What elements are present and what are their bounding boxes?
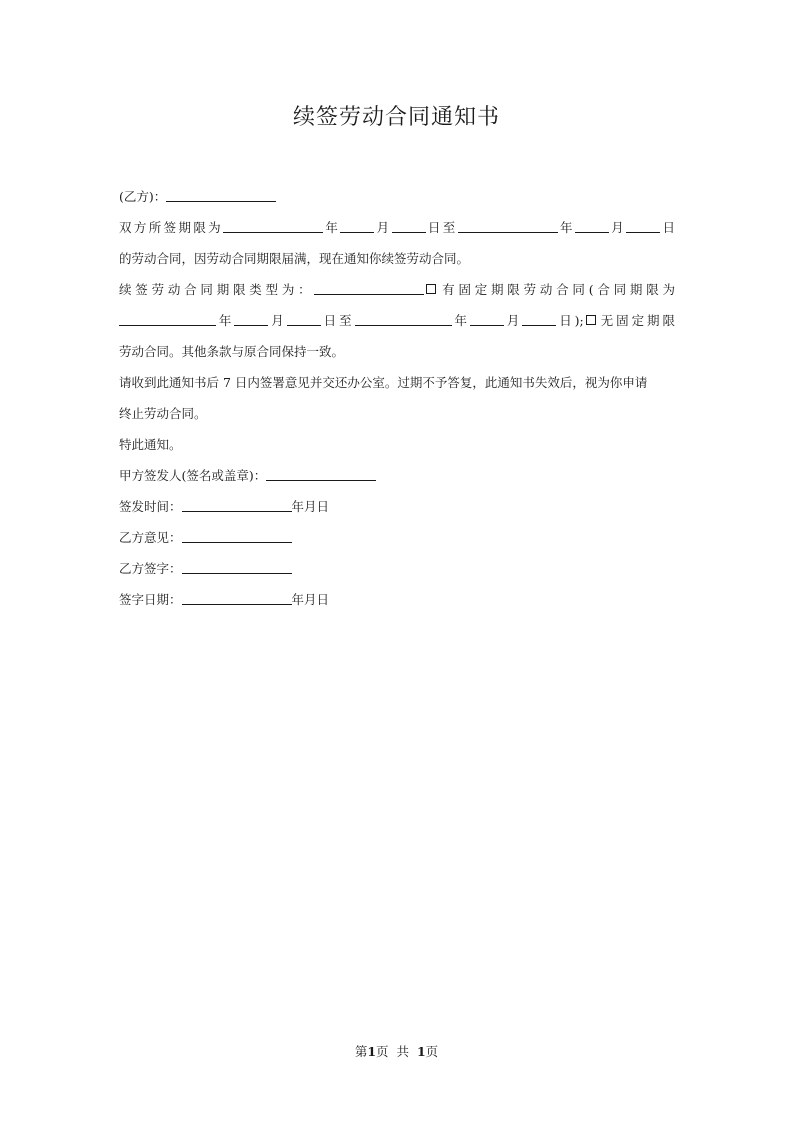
renew-year-label-2: 年: [451, 313, 470, 328]
party-b-blank: [166, 189, 276, 202]
renew-period-line: [119, 309, 675, 340]
renew-month-label: 月: [268, 313, 287, 328]
issue-time-line: [119, 495, 675, 526]
end-day-blank: [626, 220, 660, 233]
party-b-sign-blank: [182, 561, 292, 574]
renew-type-prefix: 续签劳动合同期限类型为：: [119, 282, 315, 297]
page-suffix: 页: [425, 1044, 439, 1059]
renew-type-blank: [314, 282, 424, 295]
signer-blank: [266, 468, 376, 481]
non-fixed-term-checkbox[interactable]: [586, 315, 596, 325]
party-b-sign-line: [119, 557, 675, 588]
renew-day-to-label: 日至: [320, 313, 355, 328]
party-b-line: [119, 185, 675, 216]
term-prefix: 双方所签期限为: [119, 220, 224, 235]
renew-type-line: [119, 278, 675, 309]
year-label: 年: [323, 220, 341, 235]
sign-date-label: 签字日期：: [119, 592, 182, 607]
renew-month-label-2: 月: [503, 313, 523, 328]
page-prefix: 第: [354, 1044, 368, 1059]
sign-date-suffix: 年月日: [291, 592, 330, 607]
renew-start-year-blank: [119, 313, 216, 326]
month-label: 月: [374, 220, 392, 235]
issue-time-blank: [182, 499, 292, 512]
end-month-blank: [575, 220, 609, 233]
signer-line: [119, 464, 675, 495]
fixed-term-checkbox[interactable]: [426, 284, 436, 294]
term-line: [119, 216, 675, 247]
start-day-blank: [392, 220, 426, 233]
renew-start-day-blank: [287, 313, 321, 326]
renew-start-month-blank: [234, 313, 268, 326]
notice-line: 特此通知。: [119, 437, 182, 452]
issue-time-suffix: 年月日: [291, 499, 330, 514]
start-year-blank: [223, 220, 323, 233]
day-to-label: 日至: [425, 220, 458, 235]
end-year-blank: [458, 220, 558, 233]
page-total: 1: [416, 1044, 426, 1059]
reply-line-2: 终止劳动合同。: [119, 406, 207, 421]
year-label-2: 年: [557, 220, 575, 235]
start-month-blank: [340, 220, 374, 233]
renew-end-day-blank: [522, 313, 556, 326]
party-b-opinion-label: 乙方意见：: [119, 530, 182, 545]
document-body: [119, 185, 675, 619]
document-title: 续签劳动合同通知书: [292, 105, 500, 130]
fixed-term-label: 有固定期限劳动合同(合同期限为: [438, 282, 675, 297]
sign-date-line: [119, 588, 675, 619]
page-mid: 页 共: [376, 1044, 417, 1059]
page-footer: [0, 1042, 793, 1060]
signer-label: 甲方签发人(签名或盖章)：: [119, 468, 267, 483]
sign-date-blank: [182, 592, 292, 605]
issue-time-label: 签发时间：: [119, 499, 182, 514]
renew-day-end-label: 日);: [556, 313, 584, 328]
party-b-label: (乙方)：: [119, 189, 167, 204]
month-label-2: 月: [608, 220, 627, 235]
party-b-opinion-blank: [182, 530, 292, 543]
renew-year-label: 年: [216, 313, 235, 328]
reply-line-1: 请收到此通知书后 7 日内签署意见并交还办公室。过期不予答复，此通知书失效后，视为你申请: [119, 375, 648, 390]
page-current: 1: [367, 1044, 377, 1059]
renew-line-3: 劳动合同。其他条款与原合同保持一致。: [119, 344, 345, 359]
day-label-2: 日: [660, 220, 675, 235]
renew-end-month-blank: [470, 313, 504, 326]
non-fixed-term-label: 无固定期限: [597, 313, 675, 328]
party-b-opinion-line: [119, 526, 675, 557]
party-b-sign-label: 乙方签字：: [119, 561, 182, 576]
renew-end-year-blank: [355, 313, 452, 326]
term-line-2: 的劳动合同，因劳动合同期限届满，现在通知你续签劳动合同。: [119, 251, 470, 266]
